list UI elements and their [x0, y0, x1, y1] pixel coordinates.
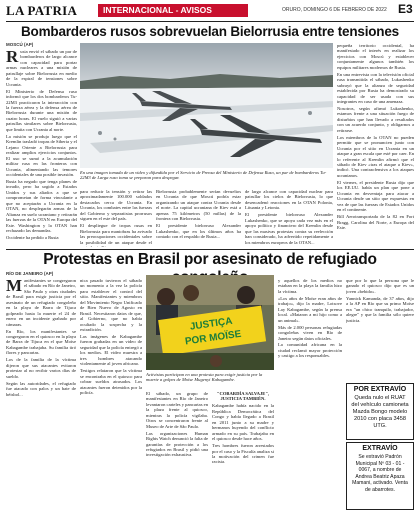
paragraph: "COBARDÍA SALVAJE", JUSTICIA TAMBIÉN.	[216, 391, 270, 402]
story2-column-2	[80, 278, 142, 510]
paragraph: La comunidad africana en la ciudad reclamó mayor protección y castigo a los responsables.	[278, 342, 342, 359]
svg-text:JUSTIÇA: JUSTIÇA	[189, 315, 234, 333]
paragraph: El presidente bielorruso Alexander Lukashenko, que se apoya cada vez más en el apoyo político y financiero del Kremlin desde que las masivas protestas contra su reelección han considerado, ha advertido repetidamente a los miembros europeos de la OTAN...	[245, 212, 333, 245]
story1-column-4	[245, 189, 333, 247]
paragraph: El sábado, un grupo de manifestantes en Río de Janeiro levantaron carteles y pancartas en la plaza frente al quiosco, mientras la policía vigilaba. Otros se concentraron frente al Museo de Arte de São Paulo.	[146, 391, 208, 429]
header-rule	[6, 21, 414, 22]
paragraph: En una entrevista con la televisión oficial rusa transmitida el sábado, Lukashenko subrayó que la alianza de seguridad establecida por Rusia ha demostrado su capacidad de ser usada con sus integrantes en caso de una amenaza.	[337, 71, 414, 105]
story-divider	[6, 249, 414, 250]
paragraph: Más de 2.000 personas refugiadas congoleñas viven en Río de Janeiro según datos oficiales.	[278, 324, 342, 341]
paragraph: «Los años de Moïse eran años de trabajo», dijo la madre, Lotsove Lay Kabagambe, según la prensa local. «Mataron a mi hijo como a un animal».	[278, 295, 342, 323]
paragraph: nica pasado tuvieron el sábado un momento a la vez la policía para establecer el control del sitio. Manifestantes y miembros del Movimiento Negro Unificado de Bien Nuevo de Agosto en Brasil. Necesitaron datos de que, al Gobierno, que no había ocultado la sospecha y la extradición.	[80, 278, 142, 333]
paragraph: El presidente bielorruso Alexander Lukashenko, que en los últimos años ha contado con el respaldo de Rusia...	[156, 223, 241, 240]
page-header	[0, 0, 420, 22]
story1-column-5	[337, 43, 414, 247]
paragraph: para reducir la tensión y retirar las aproximadamente 100.000 soldados destacados cerca de Ucrania. En Ucrania, los combates entre las fuerzas del Gobierno y separatistas prorrusos siguen en el este del país.	[80, 189, 152, 222]
paragraph: El viernes, el presidente Rusia dijo que los EE.UU. había un plan que pone a Ucrania en desventaja para atacar a Ucrania desde un sitio que expuestas en vez de que las fuerzas de Estados Unidos en el continente.	[337, 179, 414, 213]
section-banner: INTERNACIONAL - AVISOS	[98, 4, 248, 17]
story2-column-5	[278, 278, 342, 510]
paragraph: Bill Aerotransportada de la 82 en Fort Bragg, Carolina del Norte, a Europa del Este.	[337, 214, 414, 230]
story2-column-4	[212, 391, 274, 510]
paragraph: Yannick Kamanda, de 37 años, dijo a la AP en Río que su primo Moïse era "un chico tranquilo, trabajador, alegre" y que la familia sólo quiere justicia.	[346, 295, 414, 323]
paragraph: de largo alcance con capacidad nuclear para patrullar los cielos de Bielorrusia, lo que desencadenó reacciones en la OTAN Polonia, Lituania y Letonia.	[245, 189, 333, 211]
story1-column-3	[156, 189, 241, 247]
paragraph: La misión se produjo luego que el Kremlin trasladó tropas de Siberia y el Lejano Oriente a Bielorrusia para realizar amplios ejercicios conjuntos. El uso se sumó a la acumulación militar rusa en las fronteras con Ucrania, alimentando las temores occidentales de una posible invasión.	[6, 133, 77, 177]
paragraph: pequeña territorio occidental, ha manifestado el interés en realizar los ejercicios con Moscú y establecer conjuntamente algunos también los equipos militares modernos de Rusia.	[337, 43, 414, 70]
paragraph: Rusia ha negado que tenga planes de invadir, pero ha urgido a Estados Unidos y sus aliados a que se comprometan de forma vinculante a que no aceptarán a Ucrania en la OTAN, no desplegarán armas de la Alianza en suelo ucraniano y retirarán las fuerzas de la OTAN en Europa del Este. Washington y la OTAN han rechazado las demandas.	[6, 178, 77, 233]
paragraph: En Río, los manifestantes se congregaron en el quiosco en la playa de Barra de Tijuca en el que Moïse Kabagambe trabajaba. Su familia tiró flores y pancartas.	[6, 328, 76, 356]
paragraph: Kabagambe había nacido en la República Democrática del Congo y había llegado a Brasil en 2011 junto a su madre y hermanos huyendo del conflicto armado en su país. Trabajaba en el quiosco desde hace años.	[212, 403, 274, 442]
paragraph: Occidente ha pedido a Rusia	[6, 234, 59, 240]
protest-photo-image	[146, 275, 274, 370]
paragraph: El Ministerio de Defensa ruso informó que los dos bombarderos Tu-22M3 practicaron la interacción con la fuerza aérea y la defensa aérea de Bielorrusia durante una misión de cuatro horas. El vuelo siguió a varias patrullas similares sobre Bielorrusia, que limita con Ucrania al norte.	[6, 88, 77, 132]
paragraph: Tres hombres fueron arrestados por el caso y la Fiscalía analiza si la motivación del crimen fue racista.	[212, 443, 274, 465]
classified-ad-2-body: Se extravió Padrón Municipal Nº 03 - 01 - 0067, a nombre de Andrea Beatriz Apaza Mamani, activado. Venta de abarrotes.	[352, 454, 408, 493]
bomber-photo-image	[80, 43, 333, 168]
paragraph: Las imágenes de Kabagambe fueron grabadas en un video de seguridad que la policía entregó a los medios. El video muestra a tres hombres atacando violentamente al joven africano.	[80, 334, 142, 367]
paragraph: Testigos relataron que la víctima se encontraba en el quiosco para cobrar sueldos atrasados. Los atacantes fueron detenidos por la policía.	[80, 368, 142, 396]
paragraph: Según las autoridades, el refugiado fue atacado con palos y un bate de béisbol...	[6, 380, 76, 397]
classified-ad-2-title: EXTRAVÍO	[362, 445, 398, 452]
story1-byline: MOSCÚ (AP)	[6, 42, 34, 47]
story2-headline: Protestas en Brasil por asesinato de refugiado	[43, 251, 377, 268]
paragraph: El despliegue de tropas rusas en Bielorrusia para maniobras ha avivado las preocupaciones occidentales sobre la posibilidad de un ataque desde el	[80, 223, 152, 245]
classified-ad-1-body: Queda nulo el RUAT del vehículo camioneta Mazda Bongo modelo 2010 con placa 3458 UTG.	[351, 395, 409, 429]
svg-text:POR MOÏSE: POR MOÏSE	[184, 328, 242, 348]
story1-headline: Bombarderos rusos sobrevuelan Bielorrusia entre tensiones	[21, 24, 399, 39]
paragraph: Nosotros, según afirmó Lukashenko, estamos frente a una situación fuego de disturbios que han llevado a resultados con un acuerdo conjunto, y obligarnos a retirarse.	[337, 105, 414, 133]
story1-photo-caption: En una imagen tomada de un video y difundida por el Servicio de Prensa del Ministerio de Defensa Ruso, un par de bombarderos Tu-22M3 de Larga ruso toma se preparan para despegar.	[80, 170, 327, 181]
story2-photo-caption: Activistas participan en una protesta para exigir justicia por la muerte a golpes de Moïse Mugenyi Kabagambe.	[146, 372, 263, 383]
story2-byline: RÍO DE JANEIRO (AP)	[6, 271, 54, 276]
story1-column-2	[80, 189, 152, 247]
paragraph: Los miembros de la OTAN no pueden permitir que se pronuncien junto con Ucrania por el sitio en Ucrania en un ataque a gran escala que esté por caer. En lo referente al Kremlin afirmó que el sábado de Kiev «tras el ataque a Kiev», indicó. Una contraofensiva a los ataques ucranianos.	[337, 134, 414, 178]
story1-dropcap: R	[6, 49, 19, 66]
paragraph: y aquellos de los medios no estaban en la playa la familia hizo la víctima.	[278, 278, 342, 294]
paragraph: usia envió el sábado un par de bombarderos de largo alcance con capacidad para portar armas nucleares a una misión de patrullaje sobre Bielorrusia en medio de la espiral de tensiones sobre Ucrania.	[6, 49, 77, 87]
story2-column-3	[146, 391, 208, 510]
newspaper-logo: LA PATRIA	[6, 3, 78, 18]
paragraph: Bielorrusia probablemente serían devueltos en Ucrania de que Moscú podría estar organizando un ataque contra Ucrania desde el norte. La capital ucraniana de Kiev está a apenas 75 kilómetros (50 millas) de la frontera con Bielorrusia.	[156, 189, 241, 222]
story2-photo-protest	[146, 275, 274, 370]
paragraph: que por lo que la persona que le ganado el quiosco dijo que es un joven «bebido».	[346, 278, 414, 294]
story2-dropcap: M	[6, 278, 23, 295]
classified-ad-1	[346, 383, 414, 440]
classified-ad-2	[346, 442, 414, 510]
classified-ad-1-title: POR EXTRAVÍO	[353, 386, 407, 393]
story1-column-1	[6, 49, 77, 247]
page-number: E3	[398, 2, 413, 16]
story2-column-1	[6, 278, 76, 510]
story2-column-6	[346, 278, 414, 378]
paragraph: anifestantes se congregaron el sábado en Río de Janeiro, São Paulo y otras ciudades de Brasil para exigir justicia por el asesinato de un refugiado congoleño en la playa de Barra de Tijuca golpeado hasta la muerte el 24 de enero en un incidente grabado por cámaras.	[6, 278, 76, 327]
paragraph: Los de la familia de la víctima dijeron que sus atacantes evitaron protestar al no recibir varios días de sueldo.	[6, 357, 76, 379]
paragraph: Las organizaciones Human Rights Watch denunció la falta de garantías de protección a los refugiados en Brasil y pidió una investigación exhaustiva.	[146, 430, 208, 458]
dateline: ORURO, DOMINGO 6 DE FEBRERO DE 2022	[282, 7, 387, 13]
story1-photo-bombers	[80, 43, 333, 168]
